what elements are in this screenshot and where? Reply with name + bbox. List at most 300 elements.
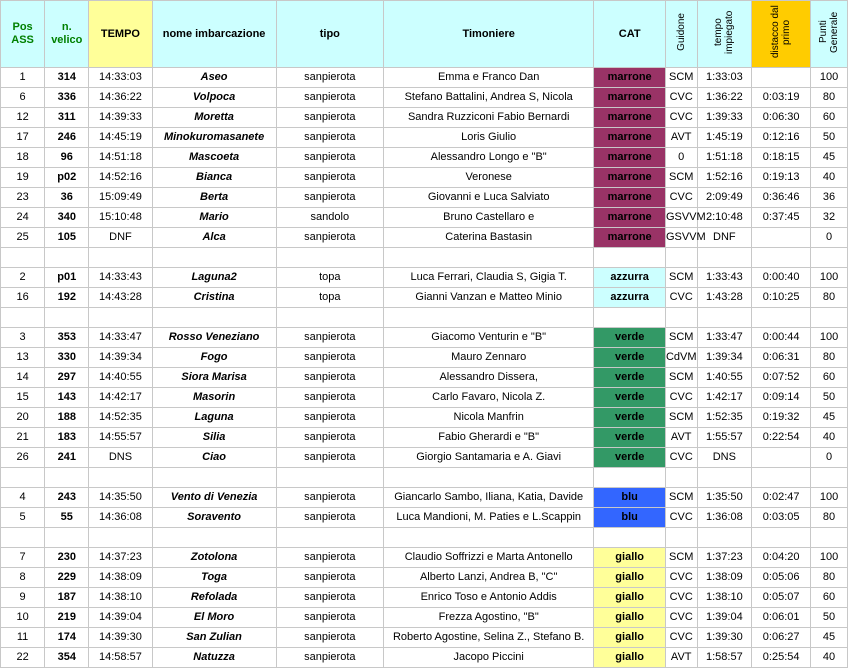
header-boat-name[interactable]: nome imbarcazione — [152, 1, 276, 68]
cell-elapsed[interactable]: 1:37:23 — [697, 548, 752, 568]
cell-type[interactable]: sandolo — [276, 208, 383, 228]
cell-gap[interactable]: 0:05:07 — [752, 588, 811, 608]
cell-time[interactable]: 14:42:17 — [89, 388, 152, 408]
cell-time[interactable]: 14:40:55 — [89, 368, 152, 388]
cell-gap[interactable]: 0:06:01 — [752, 608, 811, 628]
cell-sail-number[interactable]: 96 — [45, 148, 89, 168]
cell-helmsman[interactable]: Giorgio Santamaria e A. Giavi — [383, 448, 593, 468]
cell-time[interactable]: 15:10:48 — [89, 208, 152, 228]
cell-gap[interactable]: 0:22:54 — [752, 428, 811, 448]
cell-type[interactable]: sanpierota — [276, 548, 383, 568]
cell-elapsed[interactable]: 1:52:35 — [697, 408, 752, 428]
cell-category[interactable]: verde — [594, 428, 666, 448]
cell-sail-number[interactable]: p01 — [45, 268, 89, 288]
cell-elapsed[interactable]: 1:33:47 — [697, 328, 752, 348]
cell-points[interactable]: 0 — [811, 228, 848, 248]
cell-helmsman[interactable]: Frezza Agostino, "B" — [383, 608, 593, 628]
cell-type[interactable]: topa — [276, 288, 383, 308]
cell-helmsman[interactable]: Sandra Ruzziconi Fabio Bernardi — [383, 108, 593, 128]
cell-pos[interactable]: 11 — [1, 628, 45, 648]
cell-boat-name[interactable]: El Moro — [152, 608, 276, 628]
cell-guidone[interactable]: SCM — [665, 68, 697, 88]
cell-category[interactable]: marrone — [594, 148, 666, 168]
empty-cell[interactable] — [697, 248, 752, 268]
cell-points[interactable]: 45 — [811, 628, 848, 648]
empty-cell[interactable] — [45, 528, 89, 548]
cell-guidone[interactable]: CVC — [665, 88, 697, 108]
cell-type[interactable]: sanpierota — [276, 88, 383, 108]
cell-gap[interactable]: 0:36:46 — [752, 188, 811, 208]
cell-category[interactable]: azzurra — [594, 268, 666, 288]
cell-type[interactable]: sanpierota — [276, 128, 383, 148]
cell-pos[interactable]: 9 — [1, 588, 45, 608]
cell-guidone[interactable]: SCM — [665, 488, 697, 508]
cell-boat-name[interactable]: Mario — [152, 208, 276, 228]
cell-elapsed[interactable]: 1:45:19 — [697, 128, 752, 148]
cell-category[interactable]: blu — [594, 508, 666, 528]
cell-pos[interactable]: 6 — [1, 88, 45, 108]
cell-boat-name[interactable]: Fogo — [152, 348, 276, 368]
cell-time[interactable]: 14:36:08 — [89, 508, 152, 528]
cell-points[interactable]: 50 — [811, 128, 848, 148]
cell-type[interactable]: sanpierota — [276, 108, 383, 128]
cell-elapsed[interactable]: 2:09:49 — [697, 188, 752, 208]
empty-cell[interactable] — [45, 248, 89, 268]
cell-helmsman[interactable]: Carlo Favaro, Nicola Z. — [383, 388, 593, 408]
cell-helmsman[interactable]: Giovanni e Luca Salviato — [383, 188, 593, 208]
cell-elapsed[interactable]: 1:43:28 — [697, 288, 752, 308]
cell-type[interactable]: sanpierota — [276, 388, 383, 408]
header-sail-number[interactable]: n. velico — [45, 1, 89, 68]
empty-cell[interactable] — [1, 308, 45, 328]
cell-type[interactable]: sanpierota — [276, 228, 383, 248]
cell-helmsman[interactable]: Emma e Franco Dan — [383, 68, 593, 88]
empty-cell[interactable] — [276, 248, 383, 268]
cell-helmsman[interactable]: Claudio Soffrizzi e Marta Antonello — [383, 548, 593, 568]
empty-cell[interactable] — [811, 468, 848, 488]
empty-cell[interactable] — [1, 528, 45, 548]
cell-time[interactable]: 14:52:35 — [89, 408, 152, 428]
cell-elapsed[interactable]: 1:51:18 — [697, 148, 752, 168]
cell-type[interactable]: sanpierota — [276, 368, 383, 388]
cell-helmsman[interactable]: Loris Giulio — [383, 128, 593, 148]
cell-boat-name[interactable]: San Zulian — [152, 628, 276, 648]
empty-cell[interactable] — [594, 528, 666, 548]
empty-cell[interactable] — [665, 528, 697, 548]
cell-pos[interactable]: 1 — [1, 68, 45, 88]
cell-time[interactable]: 14:36:22 — [89, 88, 152, 108]
cell-type[interactable]: topa — [276, 268, 383, 288]
cell-time[interactable]: DNS — [89, 448, 152, 468]
cell-elapsed[interactable]: 1:52:16 — [697, 168, 752, 188]
cell-category[interactable]: verde — [594, 388, 666, 408]
cell-guidone[interactable]: CVC — [665, 628, 697, 648]
cell-boat-name[interactable]: Refolada — [152, 588, 276, 608]
cell-elapsed[interactable]: 1:36:22 — [697, 88, 752, 108]
cell-elapsed[interactable]: 1:36:08 — [697, 508, 752, 528]
cell-boat-name[interactable]: Natuzza — [152, 648, 276, 668]
cell-helmsman[interactable]: Stefano Battalini, Andrea S, Nicola — [383, 88, 593, 108]
cell-type[interactable]: sanpierota — [276, 488, 383, 508]
cell-category[interactable]: marrone — [594, 168, 666, 188]
cell-guidone[interactable]: SCM — [665, 268, 697, 288]
cell-pos[interactable]: 17 — [1, 128, 45, 148]
cell-helmsman[interactable]: Caterina Bastasin — [383, 228, 593, 248]
cell-type[interactable]: sanpierota — [276, 348, 383, 368]
cell-points[interactable]: 100 — [811, 328, 848, 348]
cell-helmsman[interactable]: Mauro Zennaro — [383, 348, 593, 368]
cell-sail-number[interactable]: 241 — [45, 448, 89, 468]
cell-gap[interactable]: 0:09:14 — [752, 388, 811, 408]
empty-cell[interactable] — [752, 248, 811, 268]
empty-cell[interactable] — [1, 248, 45, 268]
empty-cell[interactable] — [89, 248, 152, 268]
cell-sail-number[interactable]: 105 — [45, 228, 89, 248]
cell-category[interactable]: marrone — [594, 128, 666, 148]
cell-time[interactable]: 14:43:28 — [89, 288, 152, 308]
cell-helmsman[interactable]: Bruno Castellaro e — [383, 208, 593, 228]
empty-cell[interactable] — [752, 468, 811, 488]
cell-pos[interactable]: 7 — [1, 548, 45, 568]
cell-pos[interactable]: 3 — [1, 328, 45, 348]
header-type[interactable]: tipo — [276, 1, 383, 68]
cell-time[interactable]: 14:38:09 — [89, 568, 152, 588]
cell-gap[interactable]: 0:25:54 — [752, 648, 811, 668]
cell-pos[interactable]: 26 — [1, 448, 45, 468]
empty-cell[interactable] — [697, 528, 752, 548]
cell-boat-name[interactable]: Rosso Veneziano — [152, 328, 276, 348]
cell-guidone[interactable]: CVC — [665, 108, 697, 128]
cell-points[interactable]: 100 — [811, 268, 848, 288]
cell-points[interactable]: 60 — [811, 108, 848, 128]
empty-cell[interactable] — [665, 468, 697, 488]
empty-cell[interactable] — [665, 248, 697, 268]
empty-cell[interactable] — [697, 308, 752, 328]
cell-guidone[interactable]: CVC — [665, 448, 697, 468]
cell-guidone[interactable]: SCM — [665, 328, 697, 348]
empty-cell[interactable] — [276, 528, 383, 548]
cell-sail-number[interactable]: 297 — [45, 368, 89, 388]
empty-cell[interactable] — [752, 528, 811, 548]
header-elapsed[interactable] — [697, 1, 752, 68]
cell-boat-name[interactable]: Toga — [152, 568, 276, 588]
cell-pos[interactable]: 10 — [1, 608, 45, 628]
header-pos[interactable]: Pos ASS — [1, 1, 45, 68]
cell-boat-name[interactable]: Laguna2 — [152, 268, 276, 288]
cell-pos[interactable]: 25 — [1, 228, 45, 248]
cell-time[interactable]: 14:39:30 — [89, 628, 152, 648]
cell-type[interactable]: sanpierota — [276, 168, 383, 188]
cell-pos[interactable]: 8 — [1, 568, 45, 588]
empty-cell[interactable] — [383, 528, 593, 548]
cell-boat-name[interactable]: Aseo — [152, 68, 276, 88]
cell-category[interactable]: marrone — [594, 188, 666, 208]
cell-boat-name[interactable]: Laguna — [152, 408, 276, 428]
cell-sail-number[interactable]: 55 — [45, 508, 89, 528]
cell-gap[interactable] — [752, 448, 811, 468]
cell-category[interactable]: marrone — [594, 108, 666, 128]
cell-time[interactable]: 14:33:43 — [89, 268, 152, 288]
empty-cell[interactable] — [152, 528, 276, 548]
cell-boat-name[interactable]: Berta — [152, 188, 276, 208]
cell-gap[interactable]: 0:19:13 — [752, 168, 811, 188]
cell-time[interactable]: 14:45:19 — [89, 128, 152, 148]
cell-pos[interactable]: 14 — [1, 368, 45, 388]
cell-points[interactable]: 50 — [811, 388, 848, 408]
cell-helmsman[interactable]: Veronese — [383, 168, 593, 188]
cell-time[interactable]: 14:52:16 — [89, 168, 152, 188]
cell-elapsed[interactable]: 1:33:43 — [697, 268, 752, 288]
cell-sail-number[interactable]: 36 — [45, 188, 89, 208]
cell-sail-number[interactable]: 336 — [45, 88, 89, 108]
cell-pos[interactable]: 24 — [1, 208, 45, 228]
cell-boat-name[interactable]: Moretta — [152, 108, 276, 128]
cell-time[interactable]: 14:39:04 — [89, 608, 152, 628]
cell-points[interactable]: 80 — [811, 568, 848, 588]
cell-time[interactable]: 14:33:47 — [89, 328, 152, 348]
cell-guidone[interactable]: CVC — [665, 388, 697, 408]
cell-points[interactable]: 45 — [811, 408, 848, 428]
cell-boat-name[interactable]: Mascoeta — [152, 148, 276, 168]
cell-elapsed[interactable]: DNS — [697, 448, 752, 468]
header-helmsman[interactable]: Timoniere — [383, 1, 593, 68]
empty-cell[interactable] — [697, 468, 752, 488]
cell-pos[interactable]: 15 — [1, 388, 45, 408]
cell-guidone[interactable]: 0 — [665, 148, 697, 168]
cell-helmsman[interactable]: Luca Mandioni, M. Paties e L.Scappin — [383, 508, 593, 528]
cell-boat-name[interactable]: Soravento — [152, 508, 276, 528]
cell-time[interactable]: 14:55:57 — [89, 428, 152, 448]
cell-helmsman[interactable]: Alberto Lanzi, Andrea B, "C" — [383, 568, 593, 588]
cell-time[interactable]: 14:51:18 — [89, 148, 152, 168]
empty-cell[interactable] — [1, 468, 45, 488]
cell-time[interactable]: 14:39:33 — [89, 108, 152, 128]
cell-boat-name[interactable]: Bianca — [152, 168, 276, 188]
empty-cell[interactable] — [811, 308, 848, 328]
cell-type[interactable]: sanpierota — [276, 68, 383, 88]
cell-sail-number[interactable]: 230 — [45, 548, 89, 568]
cell-elapsed[interactable]: 1:58:57 — [697, 648, 752, 668]
cell-points[interactable]: 0 — [811, 448, 848, 468]
cell-sail-number[interactable]: 354 — [45, 648, 89, 668]
cell-category[interactable]: marrone — [594, 228, 666, 248]
cell-elapsed[interactable]: 1:38:10 — [697, 588, 752, 608]
cell-category[interactable]: verde — [594, 348, 666, 368]
cell-sail-number[interactable]: 187 — [45, 588, 89, 608]
empty-cell[interactable] — [594, 308, 666, 328]
cell-type[interactable]: sanpierota — [276, 408, 383, 428]
cell-helmsman[interactable]: Gianni Vanzan e Matteo Minio — [383, 288, 593, 308]
cell-type[interactable]: sanpierota — [276, 588, 383, 608]
cell-points[interactable]: 100 — [811, 488, 848, 508]
cell-sail-number[interactable]: 340 — [45, 208, 89, 228]
empty-cell[interactable] — [152, 248, 276, 268]
cell-boat-name[interactable]: Ciao — [152, 448, 276, 468]
header-points[interactable] — [811, 1, 848, 68]
cell-category[interactable]: verde — [594, 368, 666, 388]
empty-cell[interactable] — [152, 468, 276, 488]
cell-gap[interactable]: 0:06:30 — [752, 108, 811, 128]
cell-elapsed[interactable]: 1:55:57 — [697, 428, 752, 448]
cell-points[interactable]: 80 — [811, 348, 848, 368]
cell-sail-number[interactable]: 188 — [45, 408, 89, 428]
cell-helmsman[interactable]: Alessandro Longo e "B" — [383, 148, 593, 168]
cell-points[interactable]: 80 — [811, 288, 848, 308]
cell-gap[interactable]: 0:04:20 — [752, 548, 811, 568]
cell-points[interactable]: 45 — [811, 148, 848, 168]
cell-guidone[interactable]: SCM — [665, 368, 697, 388]
cell-points[interactable]: 100 — [811, 548, 848, 568]
empty-cell[interactable] — [752, 308, 811, 328]
cell-sail-number[interactable]: 330 — [45, 348, 89, 368]
cell-helmsman[interactable]: Nicola Manfrin — [383, 408, 593, 428]
cell-sail-number[interactable]: 219 — [45, 608, 89, 628]
empty-cell[interactable] — [45, 468, 89, 488]
cell-pos[interactable]: 2 — [1, 268, 45, 288]
cell-guidone[interactable]: GSVVM — [665, 228, 697, 248]
cell-boat-name[interactable]: Masorin — [152, 388, 276, 408]
cell-guidone[interactable]: AVT — [665, 128, 697, 148]
cell-time[interactable]: 14:37:23 — [89, 548, 152, 568]
empty-cell[interactable] — [276, 468, 383, 488]
empty-cell[interactable] — [811, 528, 848, 548]
cell-category[interactable]: giallo — [594, 628, 666, 648]
cell-guidone[interactable]: AVT — [665, 648, 697, 668]
empty-cell[interactable] — [811, 248, 848, 268]
cell-guidone[interactable]: AVT — [665, 428, 697, 448]
cell-gap[interactable]: 0:12:16 — [752, 128, 811, 148]
cell-gap[interactable] — [752, 228, 811, 248]
cell-pos[interactable]: 16 — [1, 288, 45, 308]
cell-elapsed[interactable]: 1:39:30 — [697, 628, 752, 648]
cell-type[interactable]: sanpierota — [276, 508, 383, 528]
cell-helmsman[interactable]: Giancarlo Sambo, Iliana, Katia, Davide — [383, 488, 593, 508]
cell-boat-name[interactable]: Minokuromasanete — [152, 128, 276, 148]
cell-type[interactable]: sanpierota — [276, 188, 383, 208]
cell-pos[interactable]: 22 — [1, 648, 45, 668]
empty-cell[interactable] — [383, 248, 593, 268]
cell-category[interactable]: marrone — [594, 88, 666, 108]
cell-points[interactable]: 40 — [811, 168, 848, 188]
empty-cell[interactable] — [594, 248, 666, 268]
cell-pos[interactable]: 12 — [1, 108, 45, 128]
cell-gap[interactable] — [752, 68, 811, 88]
cell-guidone[interactable]: CVC — [665, 588, 697, 608]
cell-gap[interactable]: 0:19:32 — [752, 408, 811, 428]
cell-elapsed[interactable]: 1:33:03 — [697, 68, 752, 88]
cell-sail-number[interactable]: 246 — [45, 128, 89, 148]
cell-type[interactable]: sanpierota — [276, 608, 383, 628]
cell-boat-name[interactable]: Cristina — [152, 288, 276, 308]
cell-pos[interactable]: 19 — [1, 168, 45, 188]
cell-gap[interactable]: 0:00:40 — [752, 268, 811, 288]
empty-cell[interactable] — [89, 308, 152, 328]
cell-elapsed[interactable]: 2:10:48 — [697, 208, 752, 228]
cell-pos[interactable]: 4 — [1, 488, 45, 508]
header-gap[interactable] — [752, 1, 811, 68]
empty-cell[interactable] — [152, 308, 276, 328]
cell-helmsman[interactable]: Enrico Toso e Antonio Addis — [383, 588, 593, 608]
cell-helmsman[interactable]: Fabio Gherardi e "B" — [383, 428, 593, 448]
cell-gap[interactable]: 0:03:05 — [752, 508, 811, 528]
cell-elapsed[interactable]: DNF — [697, 228, 752, 248]
cell-elapsed[interactable]: 1:42:17 — [697, 388, 752, 408]
cell-type[interactable]: sanpierota — [276, 428, 383, 448]
cell-points[interactable]: 60 — [811, 368, 848, 388]
cell-points[interactable]: 40 — [811, 648, 848, 668]
cell-pos[interactable]: 18 — [1, 148, 45, 168]
cell-sail-number[interactable]: 243 — [45, 488, 89, 508]
cell-sail-number[interactable]: 311 — [45, 108, 89, 128]
cell-sail-number[interactable]: 353 — [45, 328, 89, 348]
cell-points[interactable]: 60 — [811, 588, 848, 608]
cell-type[interactable]: sanpierota — [276, 568, 383, 588]
cell-time[interactable]: 14:33:03 — [89, 68, 152, 88]
cell-time[interactable]: 14:39:34 — [89, 348, 152, 368]
cell-elapsed[interactable]: 1:35:50 — [697, 488, 752, 508]
cell-pos[interactable]: 20 — [1, 408, 45, 428]
cell-category[interactable]: verde — [594, 448, 666, 468]
cell-category[interactable]: giallo — [594, 568, 666, 588]
cell-guidone[interactable]: SCM — [665, 168, 697, 188]
cell-boat-name[interactable]: Silia — [152, 428, 276, 448]
cell-gap[interactable]: 0:06:27 — [752, 628, 811, 648]
cell-gap[interactable]: 0:18:15 — [752, 148, 811, 168]
cell-boat-name[interactable]: Siora Marisa — [152, 368, 276, 388]
cell-guidone[interactable]: GSVVM — [665, 208, 697, 228]
empty-cell[interactable] — [276, 308, 383, 328]
cell-boat-name[interactable]: Zotolona — [152, 548, 276, 568]
cell-guidone[interactable]: CVC — [665, 188, 697, 208]
cell-points[interactable]: 80 — [811, 88, 848, 108]
cell-gap[interactable]: 0:05:06 — [752, 568, 811, 588]
cell-boat-name[interactable]: Alca — [152, 228, 276, 248]
cell-type[interactable]: sanpierota — [276, 448, 383, 468]
cell-elapsed[interactable]: 1:40:55 — [697, 368, 752, 388]
empty-cell[interactable] — [383, 468, 593, 488]
empty-cell[interactable] — [665, 308, 697, 328]
cell-pos[interactable]: 23 — [1, 188, 45, 208]
cell-category[interactable]: verde — [594, 408, 666, 428]
cell-points[interactable]: 100 — [811, 68, 848, 88]
cell-sail-number[interactable]: p02 — [45, 168, 89, 188]
cell-elapsed[interactable]: 1:38:09 — [697, 568, 752, 588]
cell-time[interactable]: 15:09:49 — [89, 188, 152, 208]
cell-type[interactable]: sanpierota — [276, 148, 383, 168]
cell-gap[interactable]: 0:37:45 — [752, 208, 811, 228]
empty-cell[interactable] — [45, 308, 89, 328]
cell-category[interactable]: verde — [594, 328, 666, 348]
cell-time[interactable]: 14:38:10 — [89, 588, 152, 608]
cell-pos[interactable]: 5 — [1, 508, 45, 528]
cell-elapsed[interactable]: 1:39:34 — [697, 348, 752, 368]
cell-gap[interactable]: 0:03:19 — [752, 88, 811, 108]
cell-gap[interactable]: 0:00:44 — [752, 328, 811, 348]
cell-category[interactable]: giallo — [594, 588, 666, 608]
cell-category[interactable]: giallo — [594, 548, 666, 568]
cell-helmsman[interactable]: Luca Ferrari, Claudia S, Gigia T. — [383, 268, 593, 288]
cell-points[interactable]: 80 — [811, 508, 848, 528]
cell-guidone[interactable]: CdVM — [665, 348, 697, 368]
cell-category[interactable]: azzurra — [594, 288, 666, 308]
cell-pos[interactable]: 13 — [1, 348, 45, 368]
empty-cell[interactable] — [89, 528, 152, 548]
empty-cell[interactable] — [594, 468, 666, 488]
cell-gap[interactable]: 0:02:47 — [752, 488, 811, 508]
cell-category[interactable]: blu — [594, 488, 666, 508]
cell-category[interactable]: giallo — [594, 608, 666, 628]
cell-helmsman[interactable]: Jacopo Piccini — [383, 648, 593, 668]
